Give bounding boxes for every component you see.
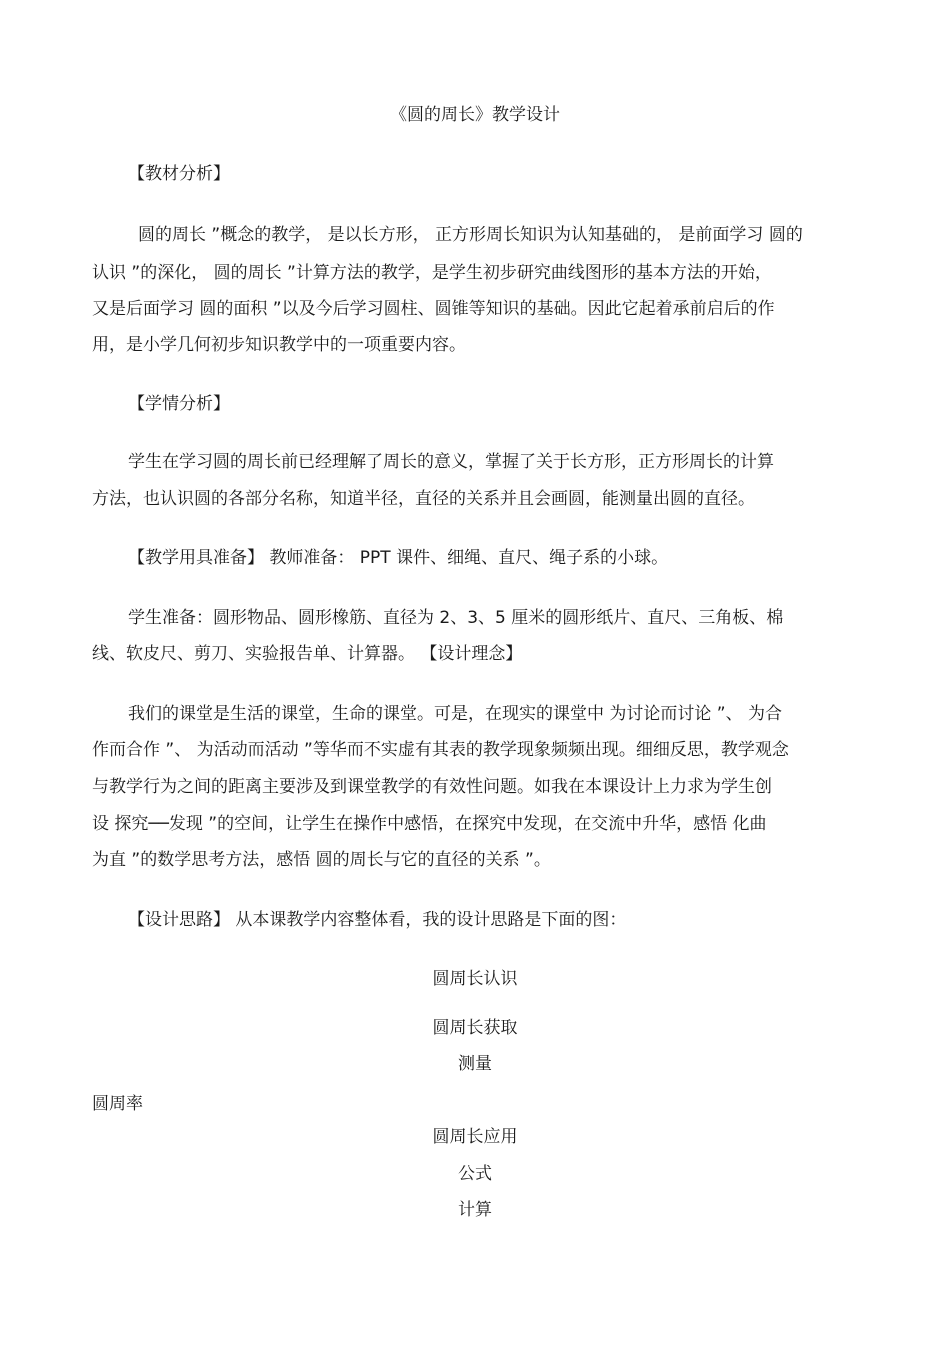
concept-line-4: 设 探究──发现 ”的空间，让学生在操作中感悟，在探究中发现，在交流中升华，感悟 化曲 bbox=[92, 814, 767, 834]
diagram-formula: 公式 bbox=[458, 1164, 492, 1184]
concept-line-2: 作而合作 ”、 为活动而活动 ”等华而不实虚有其表的教学现象频频出现。细细反思，教学观念 bbox=[92, 740, 789, 760]
diagram-circumference-application: 圆周长应用 bbox=[432, 1127, 518, 1147]
concept-line-1: 我们的课堂是生活的课堂，生命的课堂。可是，在现实的课堂中 为讨论而讨论 ”、 为合 bbox=[128, 704, 783, 724]
material-heading: 【教材分析】 bbox=[128, 164, 230, 184]
tools-line: 【教学用具准备】 教师准备： PPT 课件、细绳、直尺、绳子系的小球。 bbox=[128, 548, 669, 568]
design-line: 【设计思路】 从本课教学内容整体看，我的设计思路是下面的图： bbox=[128, 910, 627, 930]
diagram-measurement: 测量 bbox=[458, 1054, 492, 1074]
concept-line-3: 与教学行为之间的距离主要涉及到课堂教学的有效性问题。如我在本课设计上力求为学生创 bbox=[92, 777, 772, 797]
students-line-2: 方法，也认识圆的各部分名称，知道半径，直径的关系并且会画圆，能测量出圆的直径。 bbox=[92, 489, 755, 509]
material-line-1: 圆的周长 ”概念的教学， 是以长方形， 正方形周长知识为认知基础的， 是前面学习 圆的 bbox=[138, 225, 803, 245]
diagram-calculation: 计算 bbox=[458, 1200, 492, 1220]
students-line-1: 学生在学习圆的周长前已经理解了周长的意义，掌握了关于长方形，正方形周长的计算 bbox=[128, 452, 774, 472]
students-heading: 【学情分析】 bbox=[128, 394, 230, 414]
diagram-pi: 圆周率 bbox=[92, 1094, 143, 1114]
student-prep-line-1: 学生准备：圆形物品、圆形橡筋、直径为 2、3、5 厘米的圆形纸片、直尺、三角板、棉 bbox=[128, 608, 784, 628]
diagram-circumference-recognition: 圆周长认识 bbox=[432, 969, 518, 989]
diagram-circumference-acquisition: 圆周长获取 bbox=[432, 1018, 518, 1038]
concept-line-5: 为直 ”的数学思考方法，感悟 圆的周长与它的直径的关系 ”。 bbox=[92, 850, 551, 870]
material-line-4: 用，是小学几何初步知识教学中的一项重要内容。 bbox=[92, 335, 466, 355]
material-line-2: 认识 ”的深化， 圆的周长 ”计算方法的教学，是学生初步研究曲线图形的基本方法的开始， bbox=[92, 263, 772, 283]
page-title: 《圆的周长》教学设计 bbox=[390, 105, 560, 125]
material-line-3: 又是后面学习 圆的面积 ”以及今后学习圆柱、圆锥等知识的基础。因此它起着承前启后的作 bbox=[92, 299, 775, 319]
student-prep-line-2: 线、软皮尺、剪刀、实验报告单、计算器。 【设计理念】 bbox=[92, 644, 523, 664]
